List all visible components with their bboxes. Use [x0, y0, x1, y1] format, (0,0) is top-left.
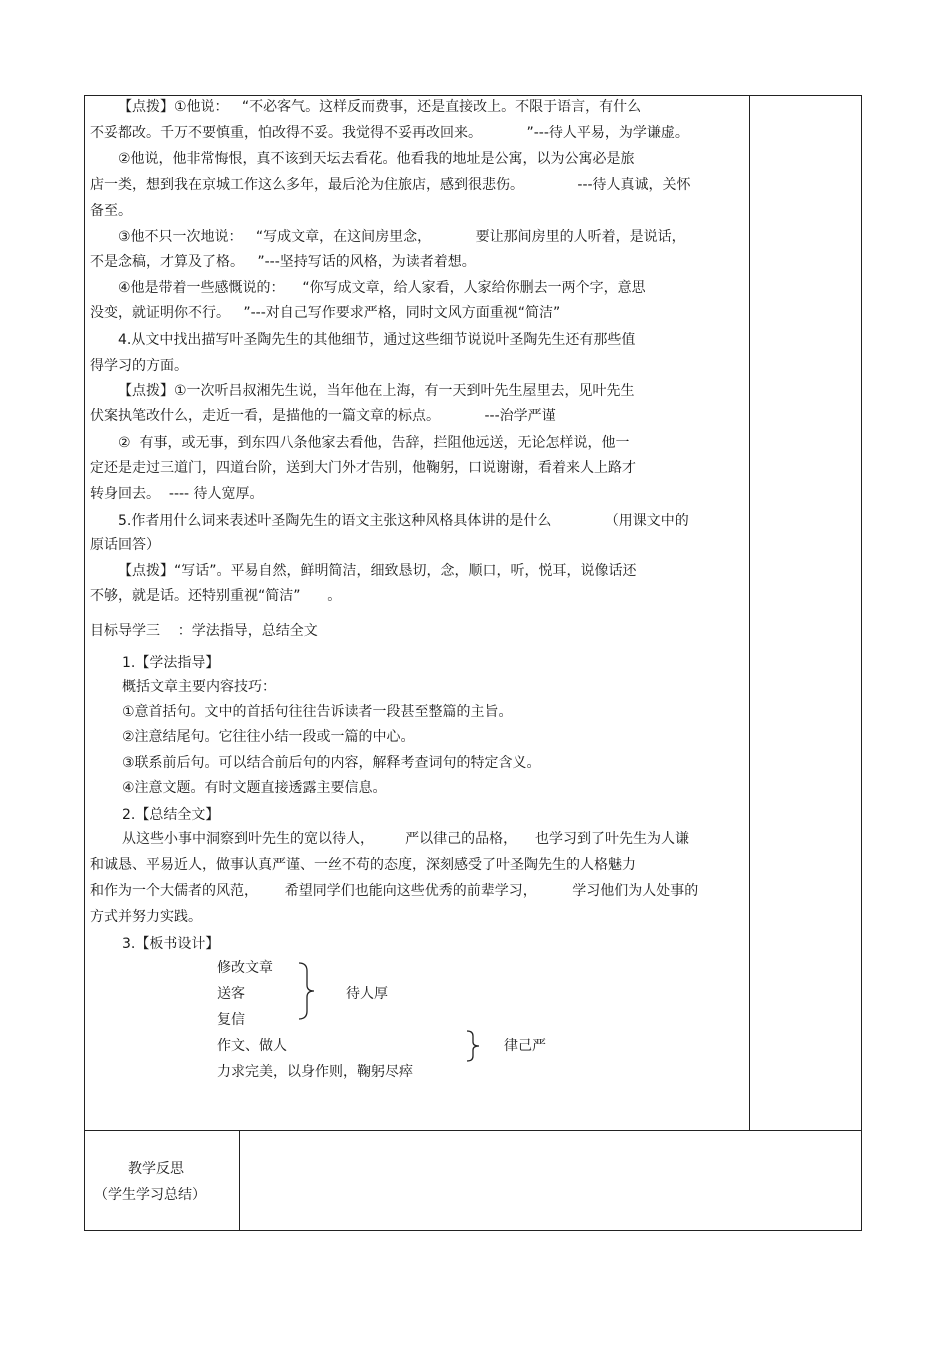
tip-line: 【点拨】①他说： “不必客气。这样反而费事，还是直接改上。不限于语言，有什么 — [118, 99, 642, 115]
tip-line: 定还是走过三道门，四道台阶，送到大门外才告别，他鞠躬，口说谢谢，看着来人上路才 — [90, 460, 636, 476]
tip-line: 不妥都改。千万不要慎重，怕改得不妥。我觉得不妥再改回来。 ”---待人平易，为学谦虚。 — [90, 125, 689, 141]
board-item: 复信 — [217, 1012, 245, 1028]
question-4: 得学习的方面。 — [90, 358, 188, 374]
question-5: 原话回答） — [90, 537, 160, 553]
board-label: 律己严 — [504, 1038, 546, 1054]
board-label: 待人厚 — [346, 986, 388, 1002]
tip-line: ② 有事，或无事，到东四八条他家去看他，告辞，拦阻他远送，无论怎样说，他一 — [118, 435, 630, 451]
right-column-divider — [749, 95, 750, 1130]
reflection-title: 教学反思 — [128, 1161, 184, 1177]
section-heading: 2.【总结全文】 — [122, 807, 220, 823]
tip-line: 备至。 — [90, 203, 132, 219]
tip-line: 不够，就是话。还特别重视“简洁” 。 — [90, 588, 342, 604]
section-heading: 3.【板书设计】 — [122, 936, 220, 952]
question-4: 4.从文中找出描写叶圣陶先生的其他细节，通过这些细节说说叶圣陶先生还有那些值 — [118, 332, 636, 348]
summary-line: 和作为一个大儒者的风范， 希望同学们也能向这些优秀的前辈学习， 学习他们为人处事的 — [90, 883, 699, 899]
method-tip: ③联系前后句。可以结合前后句的内容，解释考查词句的特定含义。 — [122, 755, 541, 771]
board-item: 送客 — [217, 986, 245, 1002]
tip-line: 没变，就证明你不行。 ”---对自己写作要求严格，同时文风方面重视“简洁” — [90, 305, 561, 321]
board-item: 力求完美，以身作则，鞠躬尽瘁 — [217, 1064, 413, 1080]
section-intro: 概括文章主要内容技巧： — [122, 679, 276, 695]
section-heading: 1.【学法指导】 — [122, 655, 220, 671]
tip-line: 【点拨】“写话”。平易自然，鲜明简洁，细致恳切，念，顺口，听，悦耳，说像话还 — [118, 563, 637, 579]
method-tip: ②注意结尾句。它往往小结一段或一篇的中心。 — [122, 729, 415, 745]
tip-line: ③他不只一次地说： “写成文章，在这间房里念， 要让那间房里的人听着，是说话， — [118, 229, 686, 245]
reflection-subtitle: （学生学习总结） — [94, 1187, 206, 1203]
tip-line: 转身回去。 ---- 待人宽厚。 — [90, 486, 264, 502]
tip-line: 伏案执笔改什么，走近一看，是描他的一篇文章的标点。 ---治学严谨 — [90, 408, 556, 424]
tip-line: ②他说，他非常悔恨，真不该到天坛去看花。他看我的地址是公寓，以为公寓必是旅 — [118, 151, 635, 167]
summary-line: 和诚恳、平易近人，做事认真严谨、一丝不苟的态度，深刻感受了叶圣陶先生的人格魅力 — [90, 857, 636, 873]
tip-line: ④他是带着一些感慨说的： “你写成文章，给人家看，人家给你删去一两个字，意思 — [118, 280, 646, 296]
board-item: 作文、做人 — [217, 1038, 287, 1054]
brace-icon — [296, 961, 318, 1021]
method-tip: ①意首括句。文中的首括句往往告诉读者一段甚至整篇的主旨。 — [122, 704, 513, 720]
tip-line: 店一类，想到我在京城工作这么多年，最后沦为住旅店，感到很悲伤。 ---待人真诚，关怀 — [90, 177, 691, 193]
tip-line: 【点拨】①一次听吕叔湘先生说，当年他在上海，有一天到叶先生屋里去，见叶先生 — [118, 383, 635, 399]
tip-line: 不是念稿，才算及了格。 ”---坚持写话的风格，为读者着想。 — [90, 254, 476, 270]
row-divider — [84, 1130, 862, 1131]
summary-line: 方式并努力实践。 — [90, 909, 202, 925]
method-tip: ④注意文题。有时文题直接透露主要信息。 — [122, 780, 387, 796]
summary-line: 从这些小事中洞察到叶先生的宽以待人， 严以律己的品格， 也学习到了叶先生为人谦 — [122, 831, 689, 847]
question-5: 5.作者用什么词来表述叶圣陶先生的语文主张这种风格具体讲的是什么 （用课文中的 — [118, 513, 689, 529]
brace-icon — [464, 1030, 482, 1062]
board-item: 修改文章 — [217, 960, 273, 976]
goal-heading: 目标导学三 ：学法指导，总结全文 — [90, 623, 318, 639]
reflection-column-divider — [239, 1130, 240, 1231]
